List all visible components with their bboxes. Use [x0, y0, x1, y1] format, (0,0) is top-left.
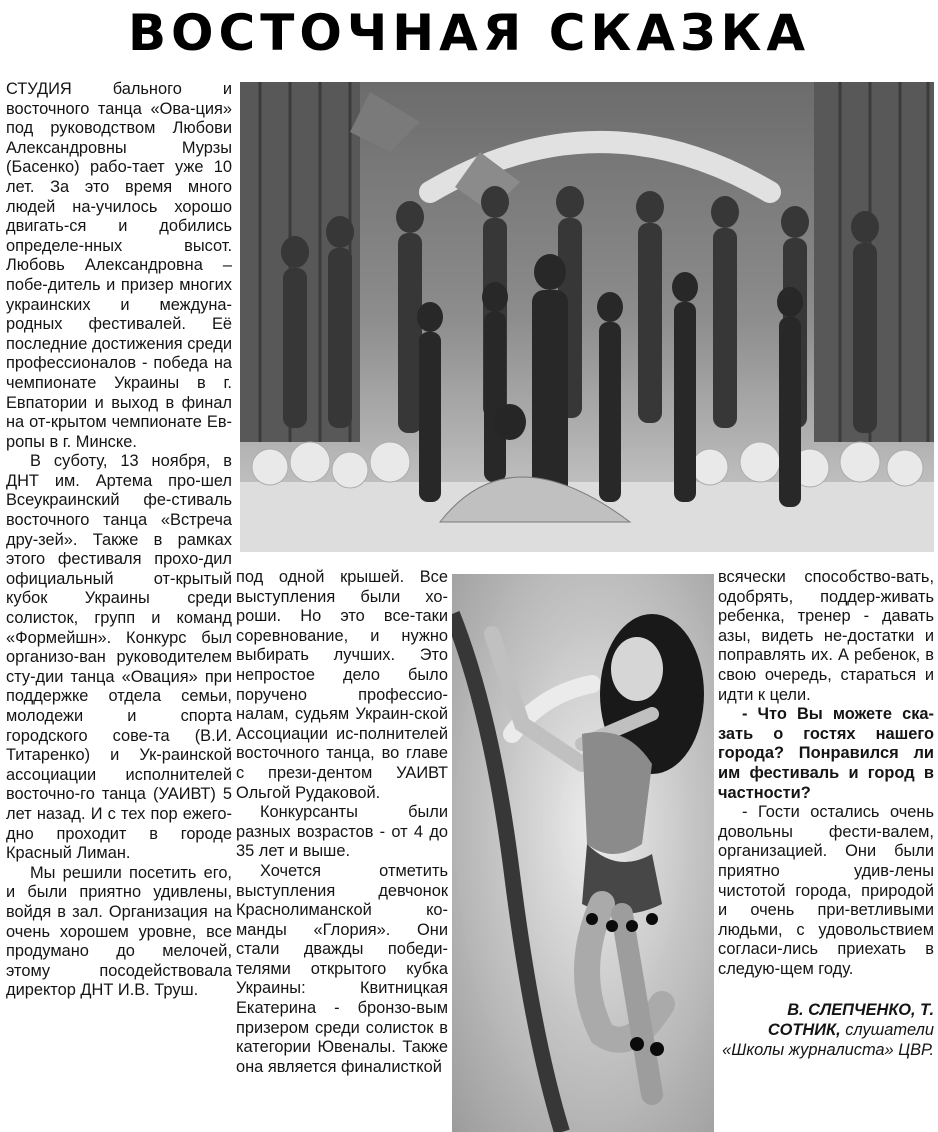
paragraph: Мы решили посетить его, и были приятно удивлены, войдя в зал. Организация на очень хорошем уровне, все продумано до мелочей, этому посодействовала директор ДНТ И.В. Труш.	[6, 863, 232, 1000]
paragraph: под одной крышей. Все выступления были хо-роши. Но это все-таки соревнование, и нужно выбирать лучших. Это непростое дело было поручено профессио-налам, судьям Украин-ской Ассоциации ис-полнителей восточного танца, во главе с прези-дентом УАИВТ Ольгой Рудаковой.	[236, 568, 448, 802]
group-photo-illustration	[240, 82, 934, 552]
paragraph: СТУДИЯ бального и восточного танца «Ова-ция» под руководством Любови Александровны Мурзы (Басенко) рабо-тает уже 10 лет. За это время много людей на-училось хорошо двигать-ся и добились определе-нных высот. Любовь Александровна – побе-дитель и призер многих украинских и междуна-родных фестивалей. Её последние достижения среди профессионалов - победа на чемпионате Украины в г. Евпатории и выход в финал на от-крытом чемпионате Ев-ропы в г. Минске.	[6, 80, 232, 451]
interview-answer: - Гости остались очень довольны фести-валем, организацией. Они были приятно удив-лены чистотой города, природой и очень при-ветливыми людьми, с удовольствием согласи-лись приехать в следую-щем году.	[718, 803, 934, 978]
interview-question: - Что Вы можете ска-зать о гостях нашего города? Понравился ли им фестиваль и город в частности?	[718, 705, 934, 802]
paragraph: всячески способство-вать, одобрять, поддер-живать ребенка, тренер - давать азы, видеть не-достатки и поправлять их. А ребенок, в свою очередь, стараться и идти к цели.	[718, 568, 934, 704]
paragraph: Конкурсанты были разных возрастов - от 4 до 35 лет и выше.	[236, 803, 448, 861]
article-column-3	[718, 568, 934, 1132]
article-headline: ВОСТОЧНАЯ СКАЗКА	[127, 4, 811, 62]
dancer-photo-illustration	[452, 574, 714, 1132]
paragraph: Хочется отметить выступления девчонок Краснолиманской ко-манды «Глория». Они стали дважды победи-телями открытого кубка Украины: Квитницкая Екатерина - бронзо-вым призером среди солисток в категории Ювеналы. Также она является финалисткой	[236, 861, 448, 1076]
byline-role: слушатели «Школы журналиста» ЦВР.	[722, 1021, 934, 1059]
group-photo	[240, 82, 934, 552]
paragraph: В суботу, 13 ноября, в ДНТ им. Артема про-шел Всеукраинский фе-стиваль восточного танца «Встреча дру-зей». Также в рамках этого фестиваля прохо-дил официальный от-крытый кубок Украины среди солисток, групп и команд «Формейшн». Конкурс был организо-ван руководителем сту-дии танца «Овация» при поддержке отдела семьи, молодежи и спорта городского сове-та (В.И. Титаренко) и Ук-раинской ассоциации исполнителей восточно-го танца (УАИВТ) 5 лет назад. И с тех пор ежего-дно проходит в городе Красный Лиман.	[6, 452, 232, 863]
dancer-photo	[452, 574, 714, 1132]
article-column-1	[6, 80, 232, 1132]
byline	[718, 1001, 934, 1060]
article-column-2	[236, 568, 448, 1132]
byline-authors: В. СЛЕПЧЕНКО, Т. СОТНИК,	[767, 1001, 934, 1040]
